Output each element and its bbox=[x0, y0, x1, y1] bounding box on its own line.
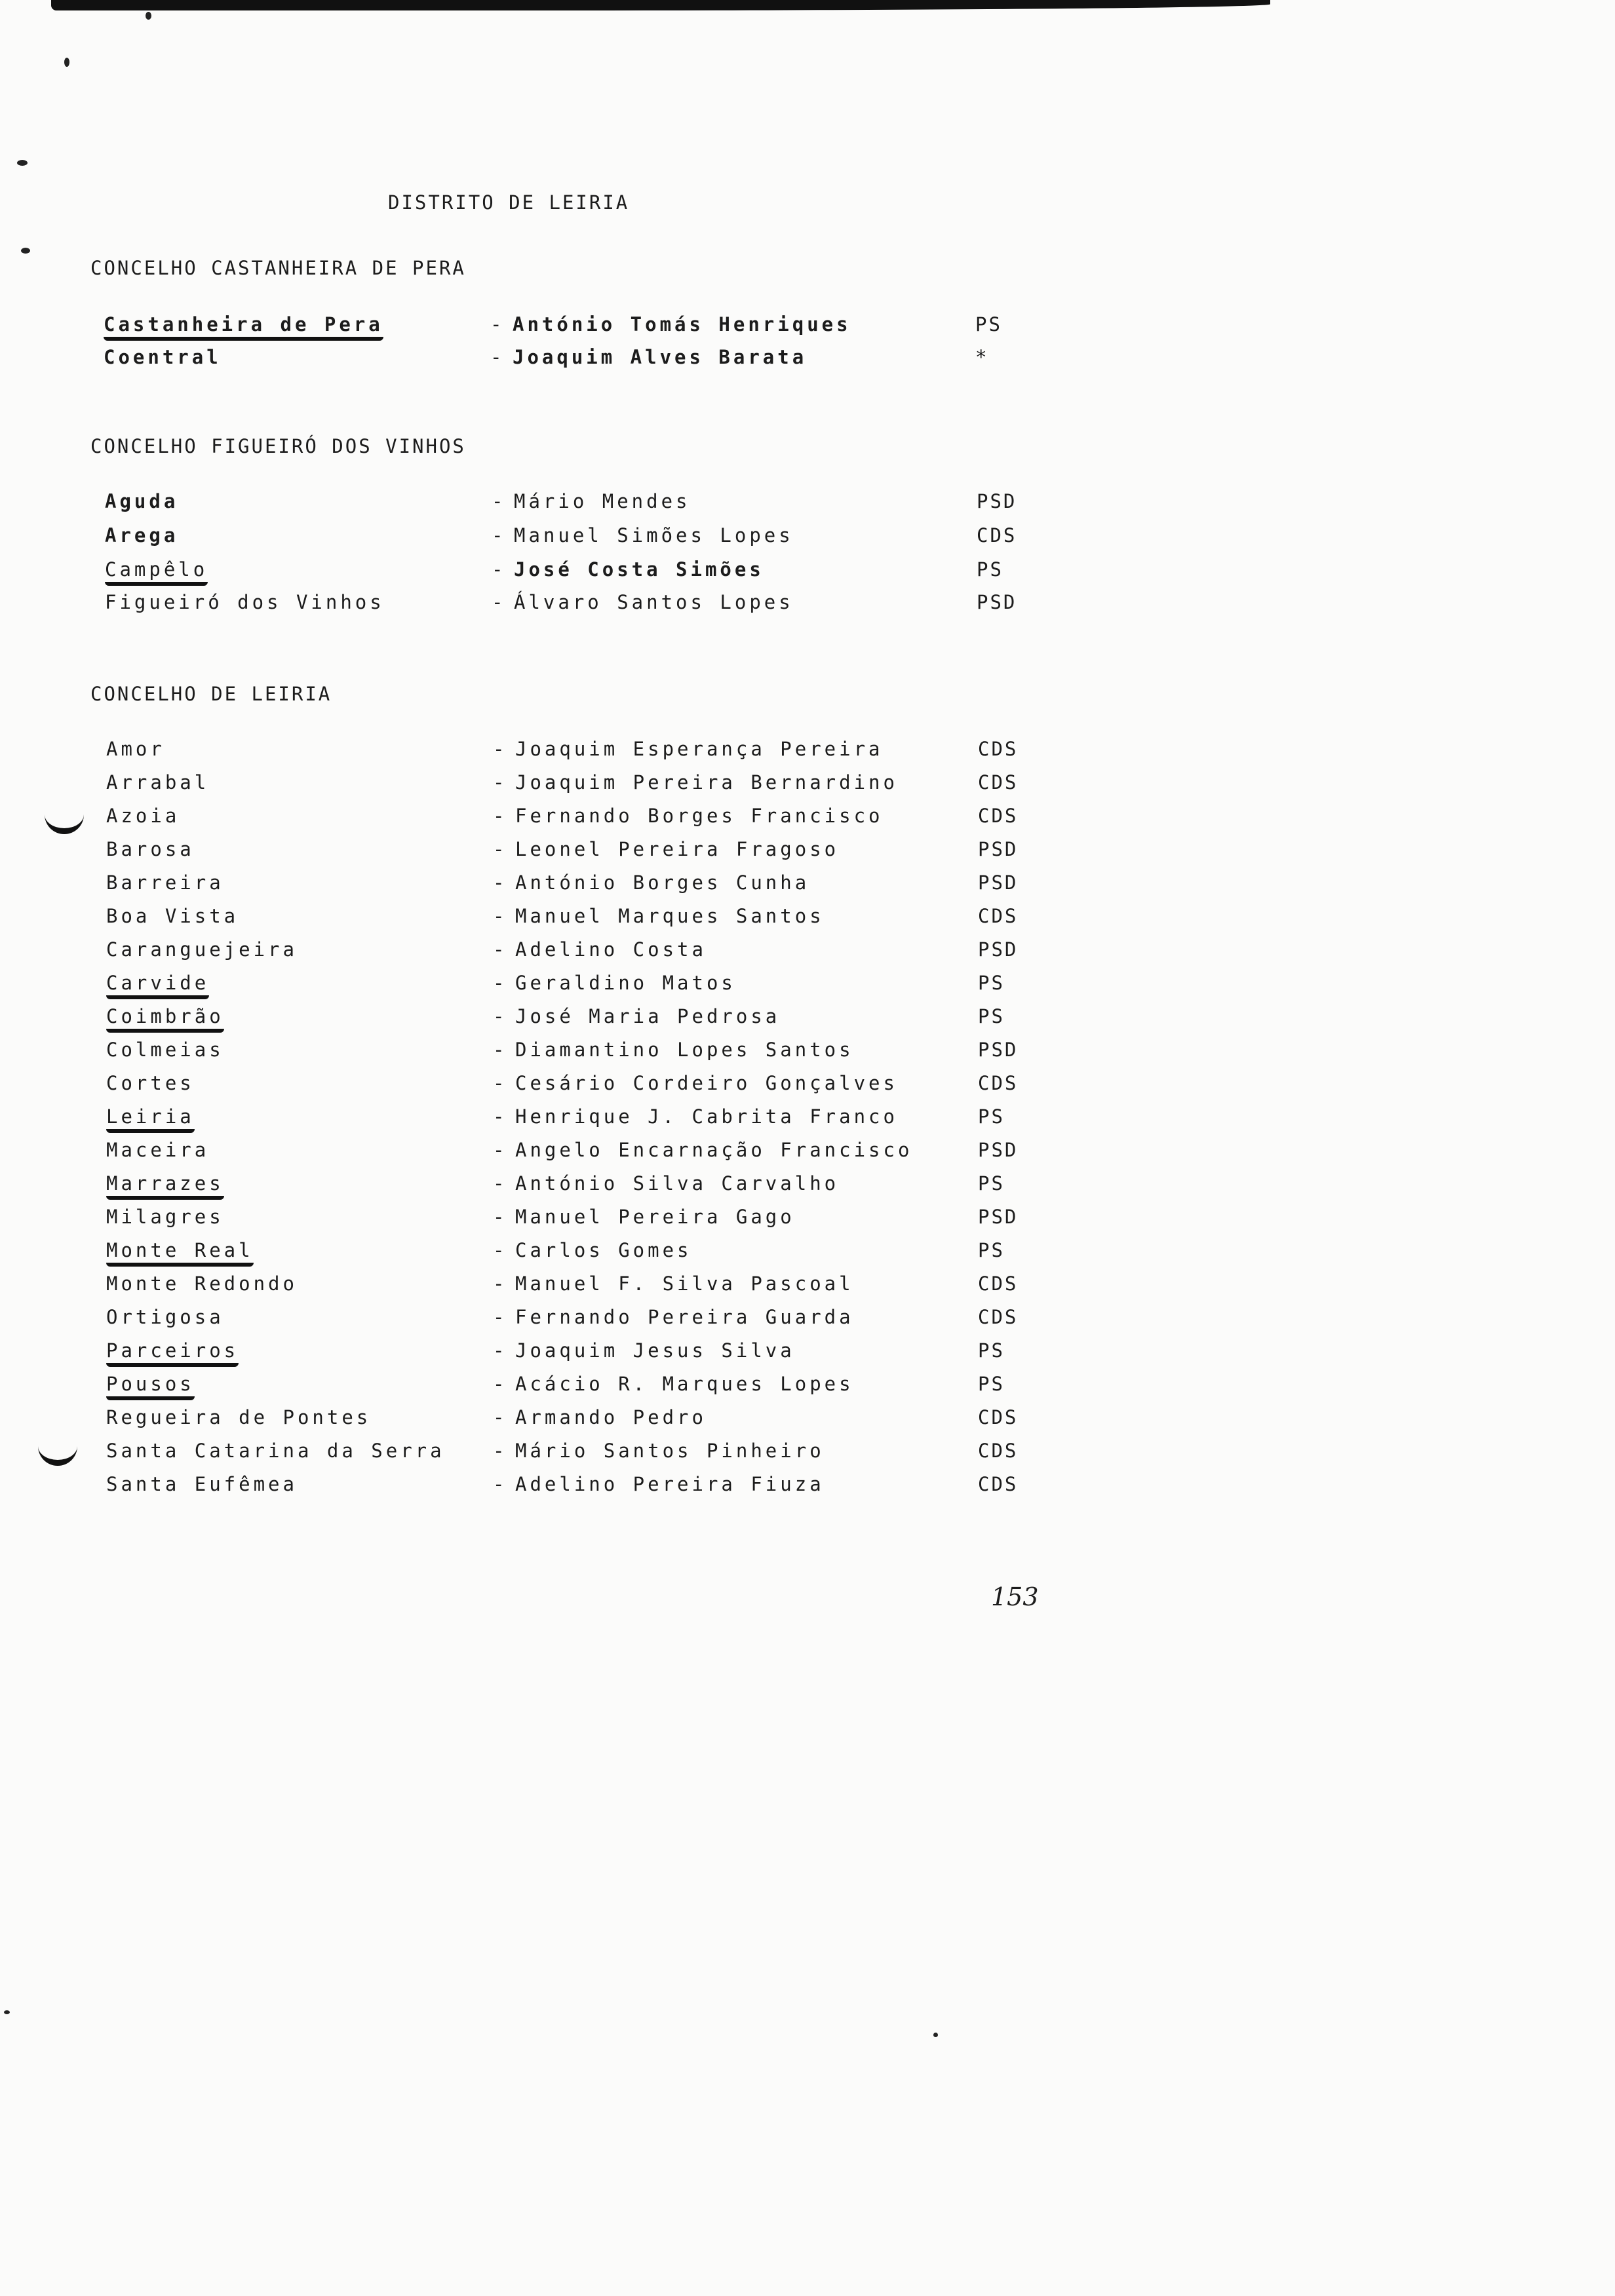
party: * bbox=[975, 346, 989, 368]
separator: - bbox=[493, 1072, 508, 1094]
parish: Boa Vista bbox=[106, 905, 239, 927]
parish: Coentral bbox=[104, 346, 222, 368]
party: PS bbox=[978, 1005, 1005, 1027]
parish: Maceira bbox=[106, 1139, 210, 1161]
party: PSD bbox=[977, 591, 1017, 613]
separator: - bbox=[492, 558, 507, 581]
president-name: Manuel Pereira Gago bbox=[515, 1206, 795, 1228]
separator: - bbox=[493, 1139, 508, 1161]
separator: - bbox=[493, 972, 508, 994]
president-name: Angelo Encarnação Francisco bbox=[515, 1139, 913, 1161]
president-name: Manuel F. Silva Pascoal bbox=[515, 1272, 854, 1295]
president-name: José Maria Pedrosa bbox=[515, 1005, 781, 1027]
separator: - bbox=[493, 1373, 508, 1395]
parish: Coimbrão bbox=[106, 1005, 224, 1033]
party: PS bbox=[977, 558, 1003, 581]
parish: Arega bbox=[105, 524, 179, 546]
parish: Parceiros bbox=[106, 1339, 239, 1367]
party: PSD bbox=[978, 1206, 1019, 1228]
president-name: Mário Mendes bbox=[514, 490, 691, 512]
president-name: Leonel Pereira Fragoso bbox=[515, 838, 840, 860]
separator: - bbox=[493, 1473, 508, 1495]
scan-speck bbox=[64, 58, 69, 67]
president-name: Adelino Costa bbox=[515, 938, 707, 961]
parish: Barosa bbox=[106, 838, 195, 860]
parish: Monte Redondo bbox=[106, 1272, 298, 1295]
parish: Leiria bbox=[106, 1105, 195, 1133]
separator: - bbox=[493, 1440, 508, 1462]
president-name: Carlos Gomes bbox=[515, 1239, 692, 1261]
president-name: Joaquim Alves Barata bbox=[513, 346, 808, 368]
parish: Colmeias bbox=[106, 1039, 224, 1061]
scan-speck bbox=[4, 2010, 10, 2014]
parish: Castanheira de Pera bbox=[104, 313, 383, 341]
parish: Marrazes bbox=[106, 1172, 224, 1200]
president-name: Adelino Pereira Fiuza bbox=[515, 1473, 825, 1495]
president-name: Álvaro Santos Lopes bbox=[514, 591, 794, 613]
scan-speck bbox=[17, 160, 28, 166]
president-name: Cesário Cordeiro Gonçalves bbox=[515, 1072, 898, 1094]
separator: - bbox=[492, 490, 507, 512]
president-name: Joaquim Pereira Bernardino bbox=[515, 771, 898, 794]
parish: Santa Catarina da Serra bbox=[106, 1440, 445, 1462]
parish: Campêlo bbox=[105, 558, 208, 586]
separator: - bbox=[490, 346, 505, 368]
party: PS bbox=[978, 1373, 1005, 1395]
president-name: Acácio R. Marques Lopes bbox=[515, 1373, 854, 1395]
president-name: Manuel Marques Santos bbox=[515, 905, 825, 927]
parish: Santa Eufêmea bbox=[106, 1473, 298, 1495]
party: PS bbox=[975, 313, 1002, 335]
president-name: António Tomás Henriques bbox=[513, 313, 851, 335]
president-name: Joaquim Jesus Silva bbox=[515, 1339, 795, 1362]
parish: Monte Real bbox=[106, 1239, 254, 1267]
party: PS bbox=[978, 1172, 1005, 1195]
president-name: Armando Pedro bbox=[515, 1406, 707, 1428]
separator: - bbox=[493, 1005, 508, 1027]
parish: Milagres bbox=[106, 1206, 224, 1228]
party: CDS bbox=[978, 771, 1019, 794]
scan-edge-shadow bbox=[51, 0, 1270, 10]
parish: Azoia bbox=[106, 805, 180, 827]
party: PS bbox=[978, 1105, 1005, 1128]
president-name: Geraldino Matos bbox=[515, 972, 736, 994]
party: PSD bbox=[977, 490, 1017, 512]
separator: - bbox=[493, 1172, 508, 1195]
party: PS bbox=[978, 972, 1005, 994]
president-name: Diamantino Lopes Santos bbox=[515, 1039, 854, 1061]
separator: - bbox=[493, 1105, 508, 1128]
margin-mark bbox=[38, 1443, 77, 1466]
separator: - bbox=[493, 938, 508, 961]
section-heading: CONCELHO CASTANHEIRA DE PERA bbox=[90, 257, 466, 279]
separator: - bbox=[493, 1306, 508, 1328]
party: CDS bbox=[977, 524, 1017, 546]
parish: Regueira de Pontes bbox=[106, 1406, 372, 1428]
separator: - bbox=[493, 805, 508, 827]
parish: Arrabal bbox=[106, 771, 210, 794]
section-heading: CONCELHO FIGUEIRÓ DOS VINHOS bbox=[90, 435, 466, 457]
parish: Caranguejeira bbox=[106, 938, 298, 961]
party: PSD bbox=[978, 1139, 1019, 1161]
separator: - bbox=[493, 1206, 508, 1228]
page-number: 153 bbox=[991, 1582, 1039, 1611]
parish: Aguda bbox=[105, 490, 179, 512]
president-name: António Silva Carvalho bbox=[515, 1172, 840, 1195]
president-name: Joaquim Esperança Pereira bbox=[515, 738, 884, 760]
party: CDS bbox=[978, 1440, 1019, 1462]
section-heading: CONCELHO DE LEIRIA bbox=[90, 683, 332, 705]
separator: - bbox=[493, 1406, 508, 1428]
separator: - bbox=[493, 838, 508, 860]
scan-speck bbox=[21, 248, 30, 254]
president-name: António Borges Cunha bbox=[515, 871, 810, 894]
parish: Ortigosa bbox=[106, 1306, 224, 1328]
separator: - bbox=[490, 313, 505, 335]
party: CDS bbox=[978, 905, 1019, 927]
separator: - bbox=[492, 524, 507, 546]
party: CDS bbox=[978, 805, 1019, 827]
party: CDS bbox=[978, 1306, 1019, 1328]
party: CDS bbox=[978, 1272, 1019, 1295]
margin-mark bbox=[45, 811, 84, 834]
parish: Pousos bbox=[106, 1373, 195, 1400]
president-name: Manuel Simões Lopes bbox=[514, 524, 794, 546]
parish: Cortes bbox=[106, 1072, 195, 1094]
separator: - bbox=[493, 1272, 508, 1295]
president-name: Fernando Pereira Guarda bbox=[515, 1306, 854, 1328]
parish: Carvide bbox=[106, 972, 209, 999]
parish: Figueiró dos Vinhos bbox=[105, 591, 385, 613]
party: PS bbox=[978, 1239, 1005, 1261]
party: CDS bbox=[978, 738, 1019, 760]
party: CDS bbox=[978, 1473, 1019, 1495]
president-name: José Costa Simões bbox=[514, 558, 764, 581]
party: PSD bbox=[978, 1039, 1019, 1061]
party: CDS bbox=[978, 1072, 1019, 1094]
president-name: Mário Santos Pinheiro bbox=[515, 1440, 825, 1462]
party: CDS bbox=[978, 1406, 1019, 1428]
separator: - bbox=[493, 1039, 508, 1061]
separator: - bbox=[493, 871, 508, 894]
separator: - bbox=[493, 905, 508, 927]
separator: - bbox=[493, 771, 508, 794]
separator: - bbox=[493, 738, 508, 760]
parish: Amor bbox=[106, 738, 165, 760]
scan-speck bbox=[146, 12, 151, 20]
parish: Barreira bbox=[106, 871, 224, 894]
separator: - bbox=[492, 591, 507, 613]
party: PS bbox=[978, 1339, 1005, 1362]
party: PSD bbox=[978, 938, 1019, 961]
president-name: Fernando Borges Francisco bbox=[515, 805, 884, 827]
page-title: DISTRITO DE LEIRIA bbox=[388, 191, 630, 214]
separator: - bbox=[493, 1339, 508, 1362]
president-name: Henrique J. Cabrita Franco bbox=[515, 1105, 898, 1128]
party: PSD bbox=[978, 871, 1019, 894]
scan-speck bbox=[933, 2033, 938, 2037]
party: PSD bbox=[978, 838, 1019, 860]
separator: - bbox=[493, 1239, 508, 1261]
